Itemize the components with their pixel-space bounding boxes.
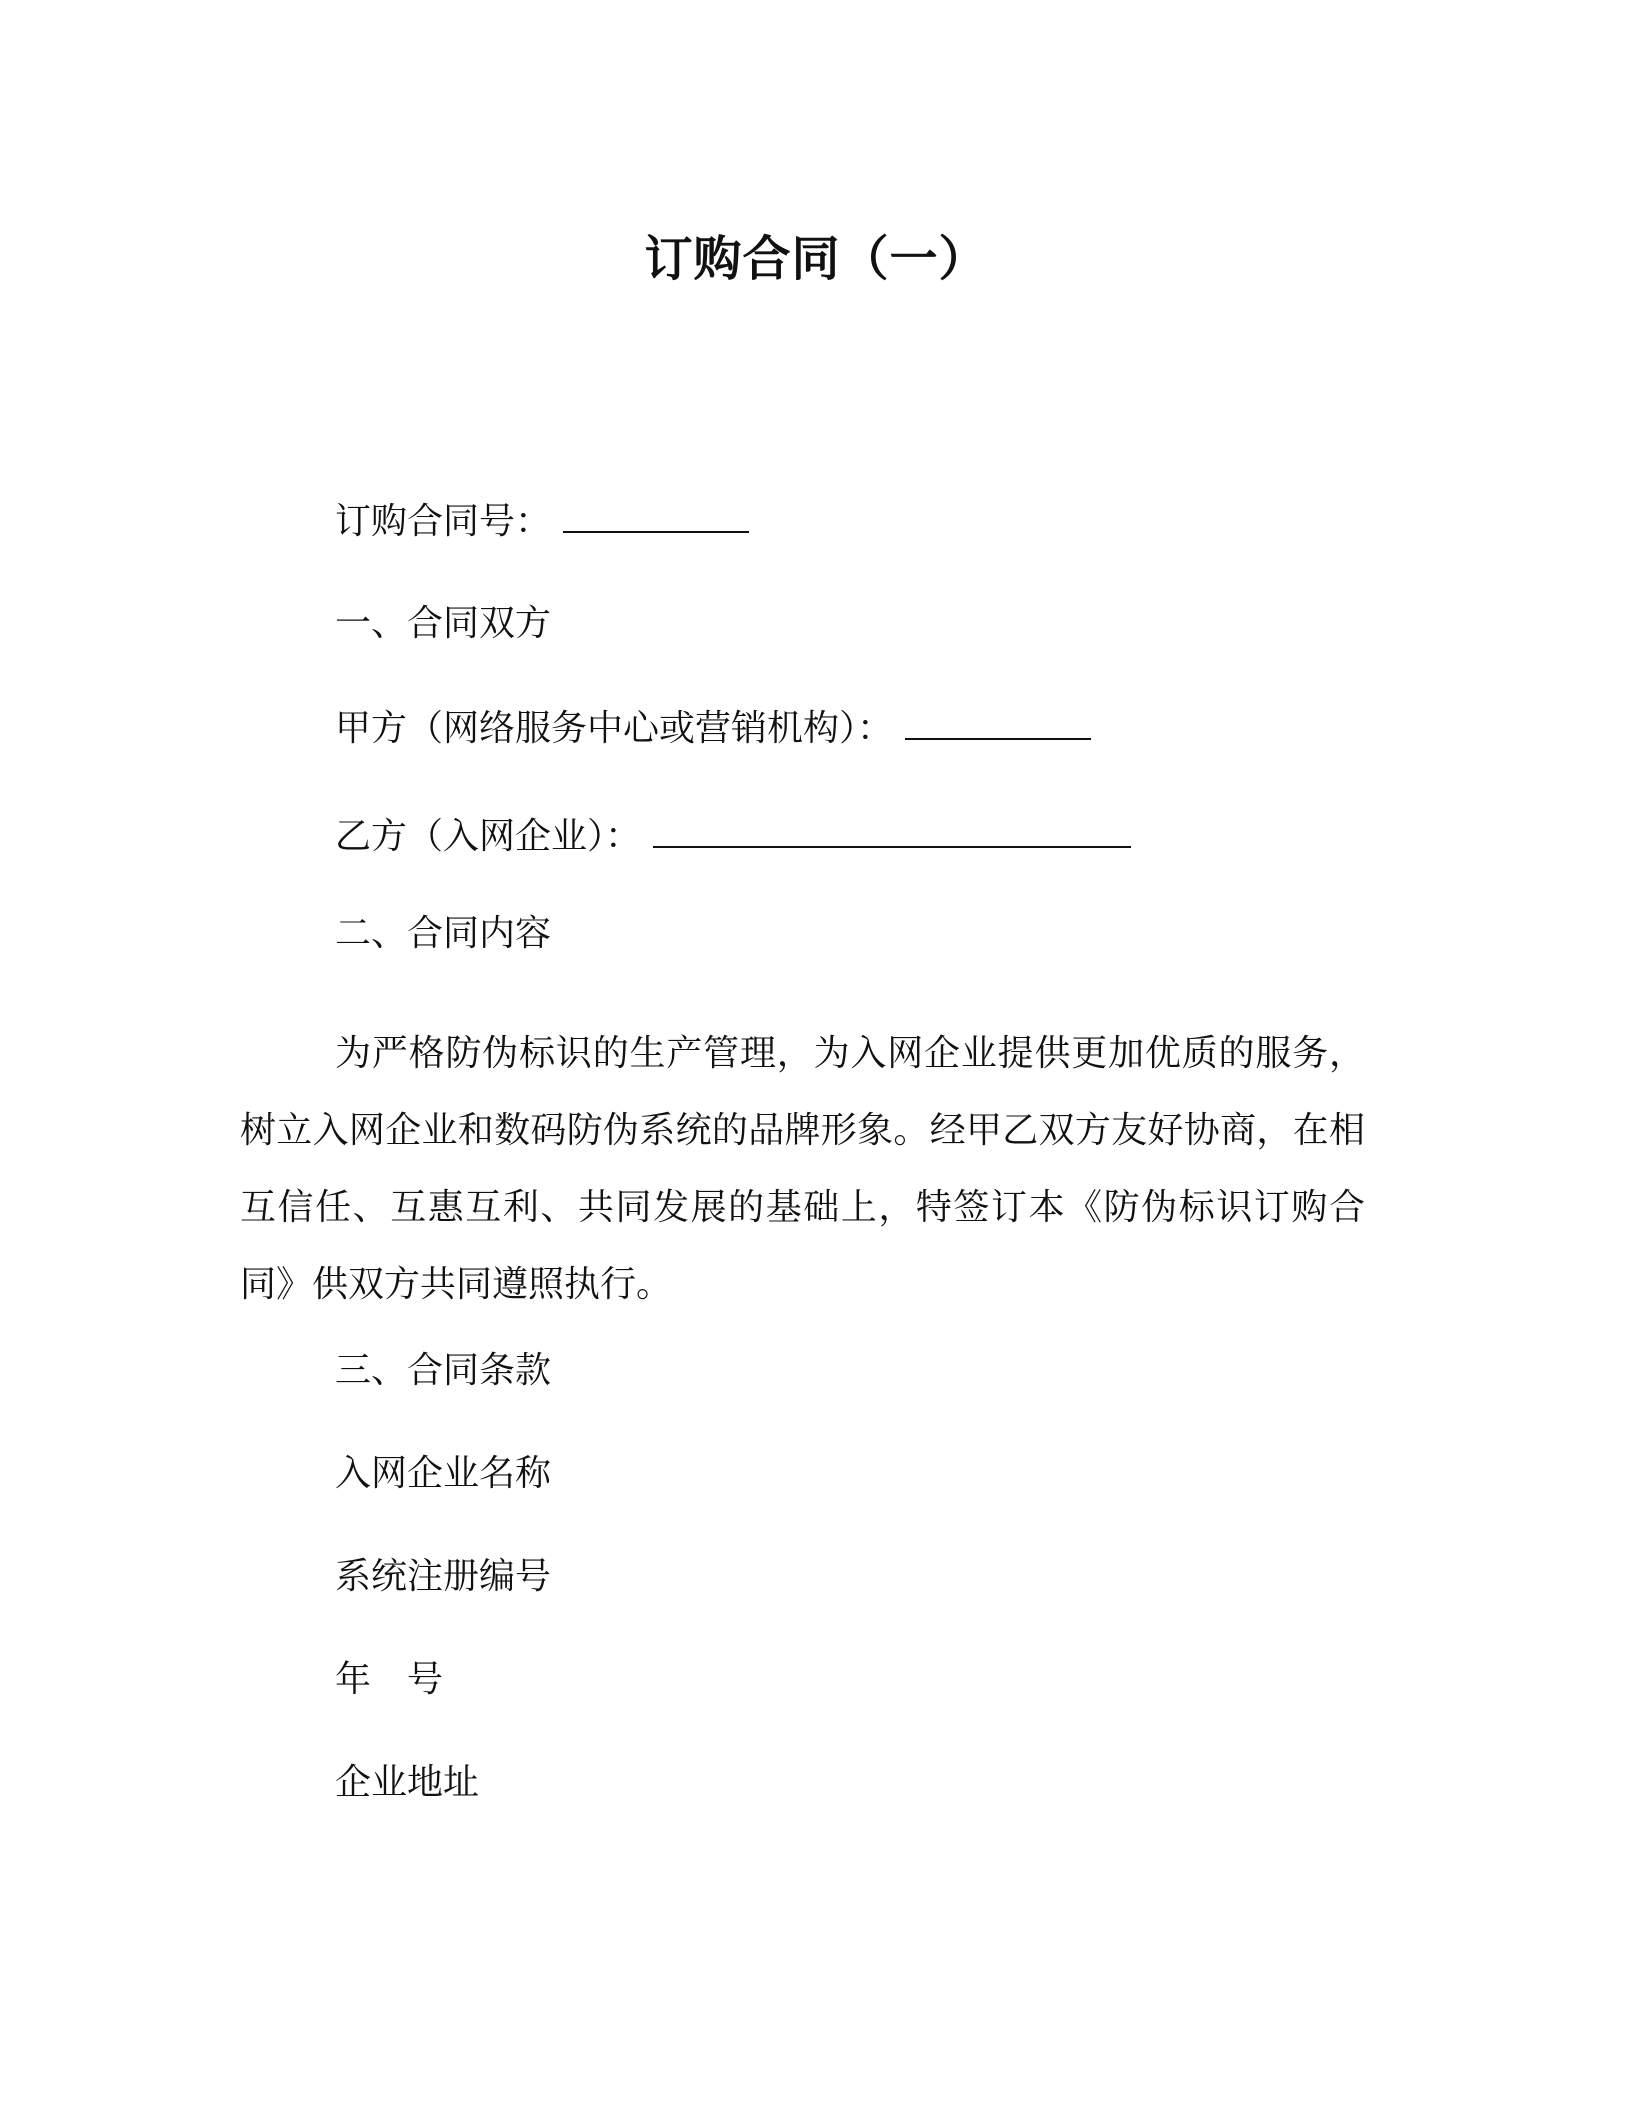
party-a-label: 甲方（网络服务中心或营销机构）： (335, 708, 894, 749)
contract-number-label: 订购合同号： (335, 501, 552, 542)
section2-heading: 二、合同内容 (335, 913, 552, 954)
field-system-registration-number: 系统注册编号 (335, 1556, 552, 1597)
section3-heading: 三、合同条款 (335, 1350, 552, 1391)
section1-heading: 一、合同双方 (335, 603, 552, 644)
field-enterprise-address: 企业地址 (335, 1762, 480, 1803)
field-enterprise-name: 入网企业名称 (335, 1453, 552, 1494)
field-year-number: 年 号 (335, 1659, 444, 1700)
document-title: 订购合同（一） (644, 231, 988, 287)
contract-number-line (335, 497, 749, 546)
party-b-label: 乙方（入网企业）： (335, 816, 642, 857)
party-a-blank (905, 704, 1091, 740)
party-b-blank (653, 812, 1131, 848)
contract-number-blank (563, 497, 749, 533)
party-b-line (335, 812, 1131, 861)
section2-paragraph: 为严格防伪标识的生产管理，为入网企业提供更加优质的服务，树立入网企业和数码防伪系统的品牌形象。经甲乙双方友好协商，在相互信任、互惠互利、共同发展的基础上，特签订本《防伪标识订购合同》供双方共同遵照执行。 (240, 1033, 1365, 1305)
party-a-line (335, 704, 1091, 753)
